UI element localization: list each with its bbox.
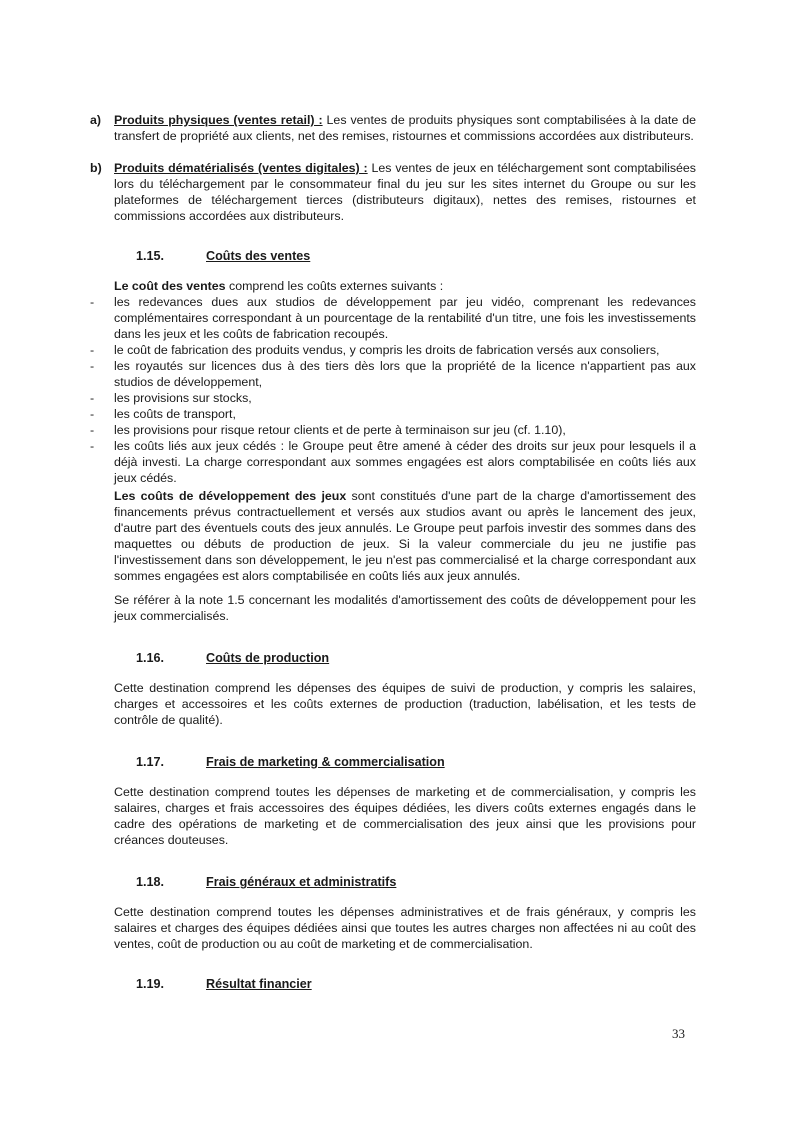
section-number: 1.19. xyxy=(136,977,165,991)
section-heading xyxy=(136,650,329,666)
section-title: Coûts de production xyxy=(206,651,330,665)
item-marker: b) xyxy=(90,161,102,175)
paragraph-text: sont constitués d'une part de la charge d'amortissement des financements prévus contractuellement et versés aux studios avant ou après le lancement des jeux, d'autre part des éventuels couts des jeux annulés. Le Groupe peut parfois investir des sommes dans des maquettes ou débuts de production de jeux. Si la valeur commerciale du jeu ne justifie pas l'investissement dans son développement, le jeu n'est pas commercialisé et la charge correspondant aux sommes engagées est alors comptabilisée en coûts liés aux jeux annulés. xyxy=(114,489,696,583)
section-number: 1.16. xyxy=(136,651,165,665)
bullet-list xyxy=(90,294,696,486)
section-title: Frais généraux et administratifs xyxy=(206,875,397,889)
paragraph xyxy=(114,278,696,294)
section-title: Coûts des ventes xyxy=(206,249,311,263)
list-item: - les coûts liés aux jeux cédés : le Groupe peut être amené à céder des droits sur jeux pour lesquels il a déjà investi. La charge correspondant aux sommes engagées est alors comptabilisée en coûts liés aux jeux cédés. xyxy=(90,438,696,486)
section-number: 1.17. xyxy=(136,755,165,769)
paragraph: Cette destination comprend toutes les dépenses de marketing et de commercialisation, y compris les salaires, charges et frais accessoires des équipes dédiées, les divers coûts externes engagés dans le cadre des opérations de marketing et de commercialisation des jeux ainsi que les provisions pour créances douteuses. xyxy=(114,785,696,847)
section-heading xyxy=(136,976,312,992)
section-heading xyxy=(136,874,396,890)
item-marker: a) xyxy=(90,113,102,127)
paragraph xyxy=(114,488,696,584)
paragraph: Se référer à la note 1.5 concernant les modalités d'amortissement des coûts de développement pour les jeux commercialisés. xyxy=(114,593,696,623)
list-item: - les provisions sur stocks, xyxy=(90,390,696,406)
list-item xyxy=(90,160,696,224)
paragraph: Cette destination comprend les dépenses des équipes de suivi de production, y compris les salaires, charges et accessoires et les coûts externes de production (traduction, labélisation, et les tests de contrôle de qualité). xyxy=(114,681,696,727)
page-number: 33 xyxy=(672,1026,685,1041)
item-title: Produits physiques (ventes retail) : xyxy=(114,113,323,127)
item-title: Produits dématérialisés (ventes digitales) : xyxy=(114,161,368,175)
list-item xyxy=(90,112,696,144)
section-title: Résultat financier xyxy=(206,977,312,991)
paragraph-text: comprend les coûts externes suivants : xyxy=(225,279,444,293)
list-item: - les provisions pour risque retour clients et de perte à terminaison sur jeu (cf. 1.10), xyxy=(90,422,696,438)
paragraph: Cette destination comprend toutes les dépenses administratives et de frais généraux, y compris les salaires et charges des équipes dédiées ainsi que toutes les autres charges non affectées ni au coût des ventes, coût de production ou au coût de marketing et de commercialisation. xyxy=(114,905,696,951)
section-number: 1.15. xyxy=(136,249,165,263)
item-text: Les ventes de jeux en téléchargement sont comptabilisées lors du téléchargement par le consommateur final du jeu sur les sites internet du Groupe ou sur les plateformes de téléchargement tierces (distributeurs digitaux), nettes des remises, ristournes et commissions accordées aux distributeurs. xyxy=(114,161,696,223)
section-heading xyxy=(136,248,310,264)
section-title: Frais de marketing & commercialisation xyxy=(206,755,445,769)
item-body xyxy=(114,160,696,224)
item-text: Les ventes de produits physiques sont comptabilisées à la date de transfert de propriété aux clients, net des remises, ristournes et commissions accordées aux distributeurs. xyxy=(114,113,696,143)
list-item: - le coût de fabrication des produits vendus, y compris les droits de fabrication versés aux consoliers, xyxy=(90,342,696,358)
list-item: - les royautés sur licences dus à des tiers dès lors que la propriété de la licence n'appartient pas aux studios de développement, xyxy=(90,358,696,390)
section-number: 1.18. xyxy=(136,875,165,889)
list-item: - les redevances dues aux studios de développement par jeu vidéo, comprenant les redevances complémentaires correspondant à un pourcentage de la rentabilité d'un titre, une fois les investissements dans les jeux et les coûts de fabrication recoupés. xyxy=(90,294,696,342)
bold-term: Les coûts de développement des jeux xyxy=(114,489,347,503)
section-heading xyxy=(136,754,445,770)
item-body xyxy=(114,112,696,144)
bold-term: Le coût des ventes xyxy=(114,279,226,293)
list-item: - les coûts de transport, xyxy=(90,406,696,422)
